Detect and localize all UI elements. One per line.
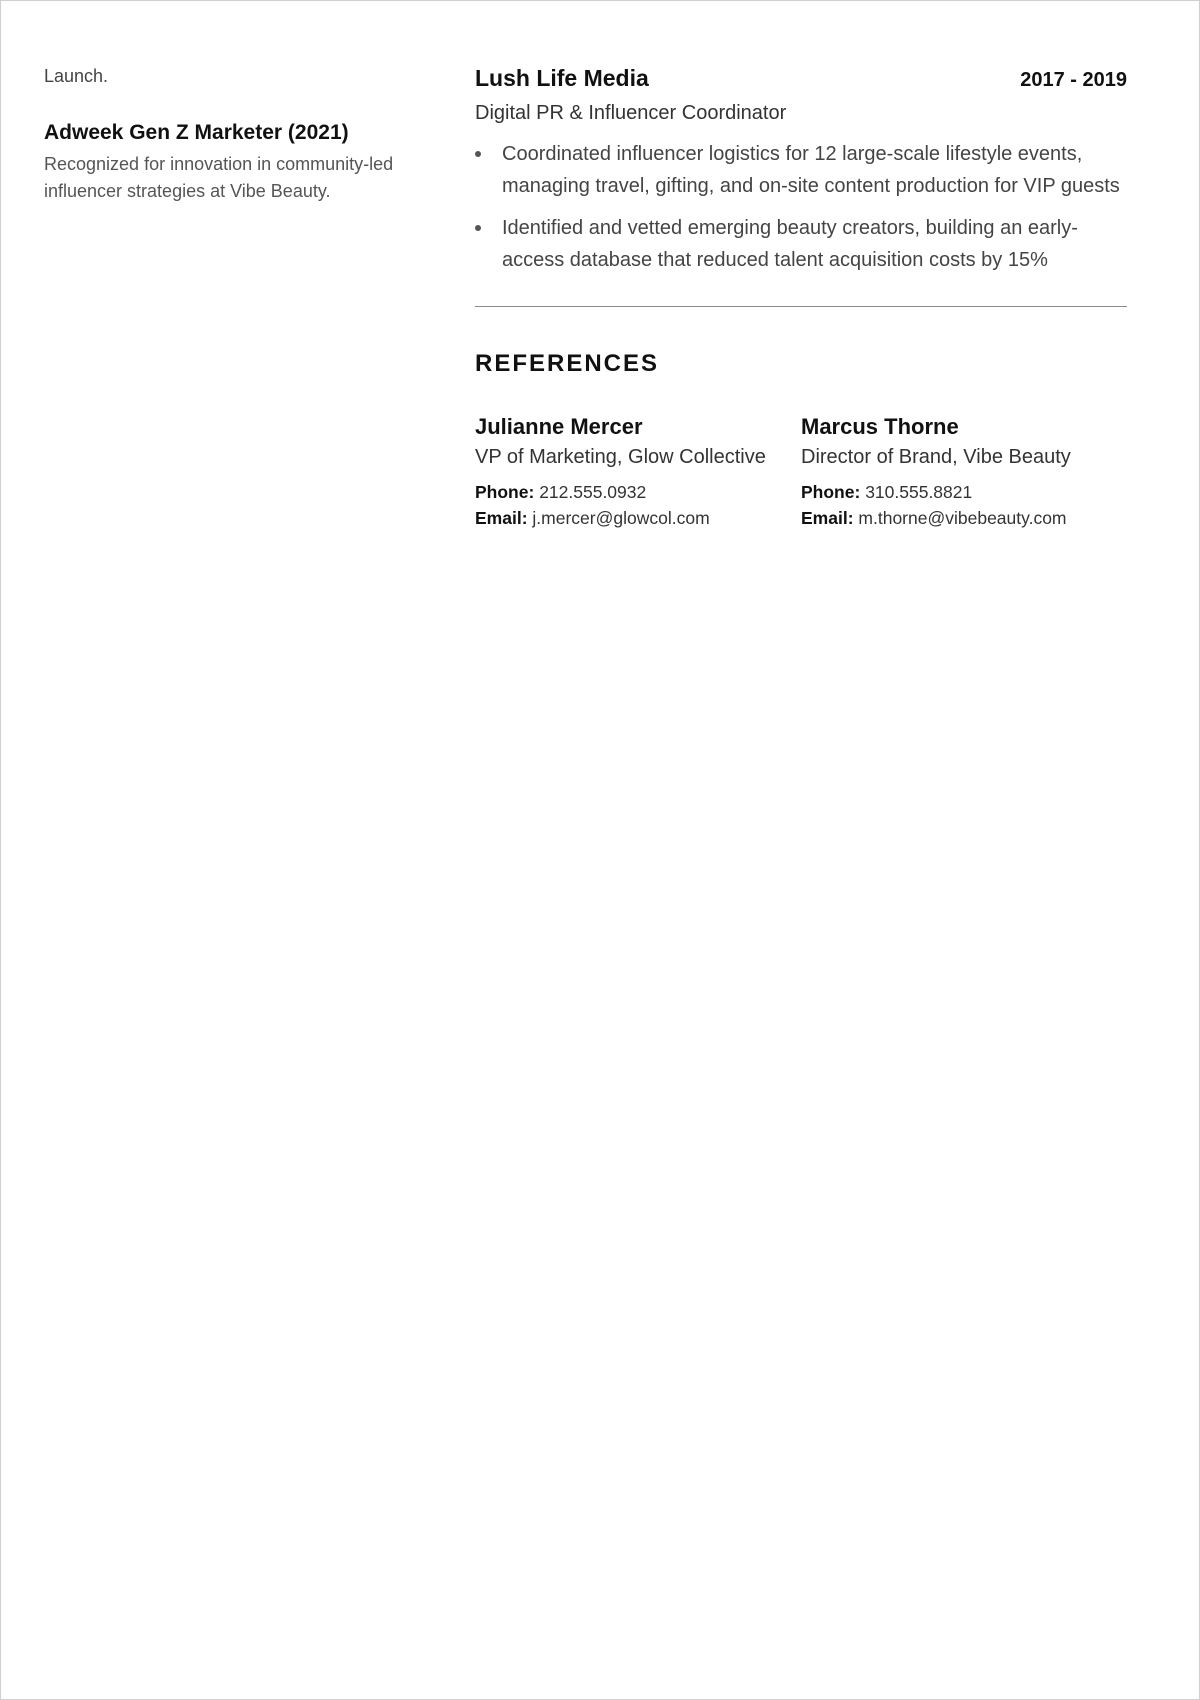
email-label: Email: <box>801 508 854 528</box>
experience-entry <box>475 63 1127 276</box>
reference-email <box>801 505 1127 531</box>
reference-title: VP of Marketing, Glow Collective <box>475 446 766 468</box>
employment-dates: 2017 - 2019 <box>1020 69 1127 91</box>
bullet-icon <box>475 151 481 157</box>
reference-title: Director of Brand, Vibe Beauty <box>801 446 1071 468</box>
left-column <box>44 63 404 205</box>
email-value: j.mercer@glowcol.com <box>532 508 710 528</box>
phone-value: 310.555.8821 <box>865 482 973 502</box>
company-name: Lush Life Media <box>475 65 649 91</box>
reference-phone <box>475 479 801 505</box>
achievement-list <box>475 138 1127 276</box>
phone-value: 212.555.0932 <box>539 482 647 502</box>
achievement-text: Coordinated influencer logistics for 12 large-scale lifestyle events, managing travel, gifting, and on-site content production for VIP guests <box>502 143 1120 197</box>
experience-header <box>475 63 1127 95</box>
reference-name: Julianne Mercer <box>475 414 643 439</box>
references-list <box>475 413 1127 531</box>
job-title: Digital PR & Influencer Coordinator <box>475 102 787 124</box>
reference-card <box>475 413 801 531</box>
award-title: Adweek Gen Z Marketer (2021) <box>44 121 349 144</box>
reference-phone <box>801 479 1127 505</box>
award-description: Recognized for innovation in community-led influencer strategies at Vibe Beauty. <box>44 154 394 201</box>
award-entry <box>44 119 404 205</box>
reference-email <box>475 505 801 531</box>
achievement-item <box>475 212 1127 276</box>
bullet-icon <box>475 225 481 231</box>
section-divider <box>475 306 1127 307</box>
reference-card <box>801 413 1127 531</box>
references-heading: REFERENCES <box>475 350 660 377</box>
phone-label: Phone: <box>475 482 535 502</box>
reference-name: Marcus Thorne <box>801 414 959 439</box>
email-label: Email: <box>475 508 528 528</box>
phone-label: Phone: <box>801 482 861 502</box>
email-value: m.thorne@vibebeauty.com <box>858 508 1067 528</box>
achievement-item <box>475 138 1127 202</box>
achievement-text: Identified and vetted emerging beauty creators, building an early-access database that reduced talent acquisition costs by 15% <box>502 217 1078 271</box>
right-column <box>475 63 1127 531</box>
continued-text-fragment: Launch. <box>44 66 109 86</box>
